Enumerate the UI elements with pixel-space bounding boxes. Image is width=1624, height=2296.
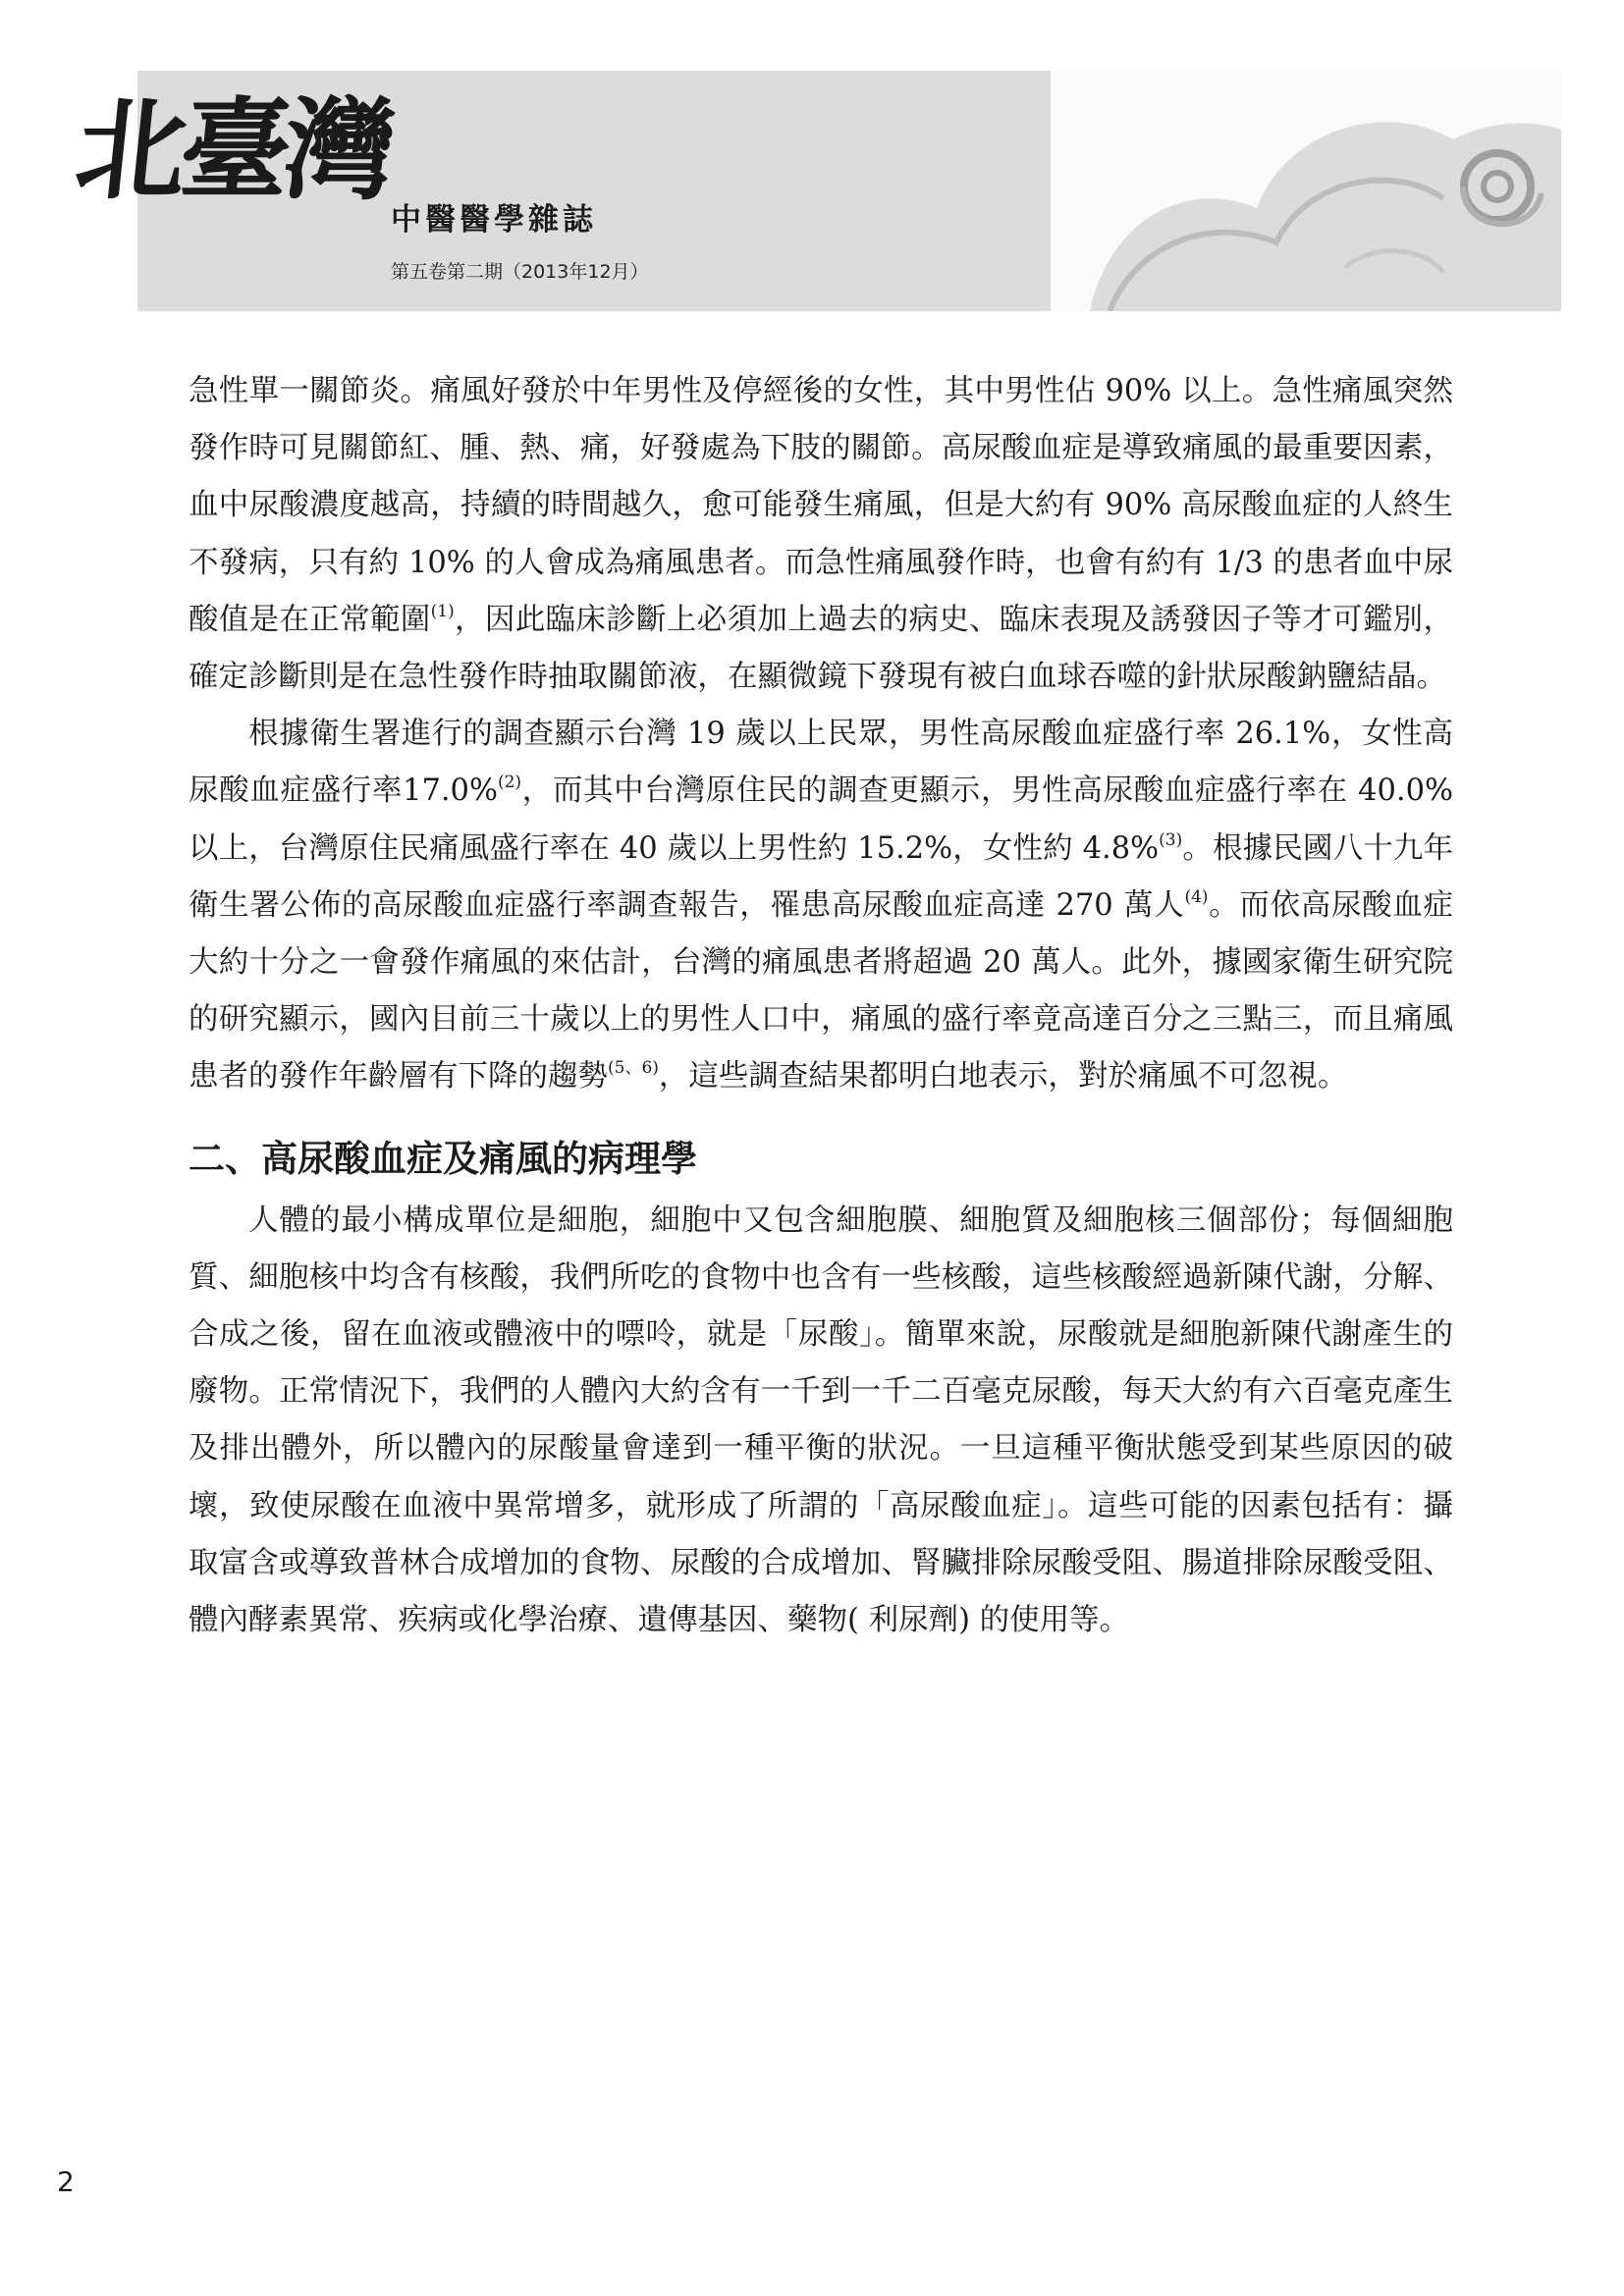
cloud-ornament-icon: [1051, 71, 1561, 311]
citation-ref: (2): [497, 773, 522, 793]
citation-ref: (1): [430, 601, 455, 621]
citation-ref: (5、6): [608, 1058, 659, 1079]
paragraph-3: 人體的最小構成單位是細胞，細胞中又包含細胞膜、細胞質及細胞核三個部份；每個細胞質、細胞核中均含有核酸，我們所吃的食物中也含有一些核酸，這些核酸經過新陳代謝，分解、合成之後，留在血液或體液中的嘌呤，就是「尿酸」。簡單來說，尿酸就是細胞新陳代謝產生的廢物。正常情況下，我們的人體內大約含有一千到一千二百毫克尿酸，每天大約有六百毫克產生及排出體外，所以體內的尿酸量會達到一種平衡的狀況。一旦這種平衡狀態受到某些原因的破壞，致使尿酸在血液中異常增多，就形成了所謂的「高尿酸血症」。這些可能的因素包括有：攝取富含或導致普林合成增加的食物、尿酸的合成增加、腎臟排除尿酸受阻、腸道排除尿酸受阻、體內酵素異常、疾病或化學治療、遺傳基因、藥物( 利尿劑) 的使用等。: [189, 1202, 1453, 1638]
journal-logo: 北臺灣: [70, 86, 396, 215]
article-body: [189, 363, 1453, 1649]
citation-ref: (4): [1184, 886, 1209, 907]
paragraph-2: 根據衛生署進行的調查顯示台灣 19 歲以上民眾，男性高尿酸血症盛行率 26.1%，女性高尿酸血症盛行率17.0%$^{(2)}$，而其中台灣原住民的調查更顯示，男性高尿酸血症盛行率在 40.0% 以上，台灣原住民痛風盛行率在 40 歲以上男性約 15.2%，女性約 4.8%$^{(3)}$。根據民國八十九年衛生署公佈的高尿酸血症盛行率調查報告，罹患高尿酸血症高達 270 萬人$^{(4)}$。而依高尿酸血症大約十分之一會發作痛風的來估計，台灣的痛風患者將超過 20 萬人。此外，據國家衛生研究院的研究顯示，國內目前三十歲以上的男性人口中，痛風的盛行率竟高達百分之三點三，而且痛風患者的發作年齡層有下降的趨勢$^{(5、6)}$，這些調查結果都明白地表示，對於痛風不可忽視。: [189, 717, 1454, 1095]
citation-ref: (3): [1159, 829, 1183, 850]
section-heading: 二、高尿酸血症及痛風的病理學: [189, 1136, 697, 1180]
journal-name: 中醫醫學雜誌: [391, 202, 597, 238]
issue-label: 第五卷第二期（2013年12月）: [391, 261, 649, 283]
page-number: 2: [57, 2165, 75, 2198]
paragraph-1: 急性單一關節炎。痛風好發於中年男性及停經後的女性，其中男性佔 90% 以上。急性痛風突然發作時可見關節紅、腫、熱、痛，好發處為下肢的關節。高尿酸血症是導致痛風的最重要因素，血中尿酸濃度越高，持續的時間越久，愈可能發生痛風，但是大約有 90% 高尿酸血症的人終生不發病，只有約 10% 的人會成為痛風患者。而急性痛風發作時，也會有約有 1/3 的患者血中尿酸值是在正常範圍$^{(1)}$，因此臨床診斷上必須加上過去的病史、臨床表現及誘發因子等才可鑑別，確定診斷則是在急性發作時抽取關節液，在顯微鏡下發現有被白血球吞噬的針狀尿酸鈉鹽結晶。: [189, 374, 1454, 695]
